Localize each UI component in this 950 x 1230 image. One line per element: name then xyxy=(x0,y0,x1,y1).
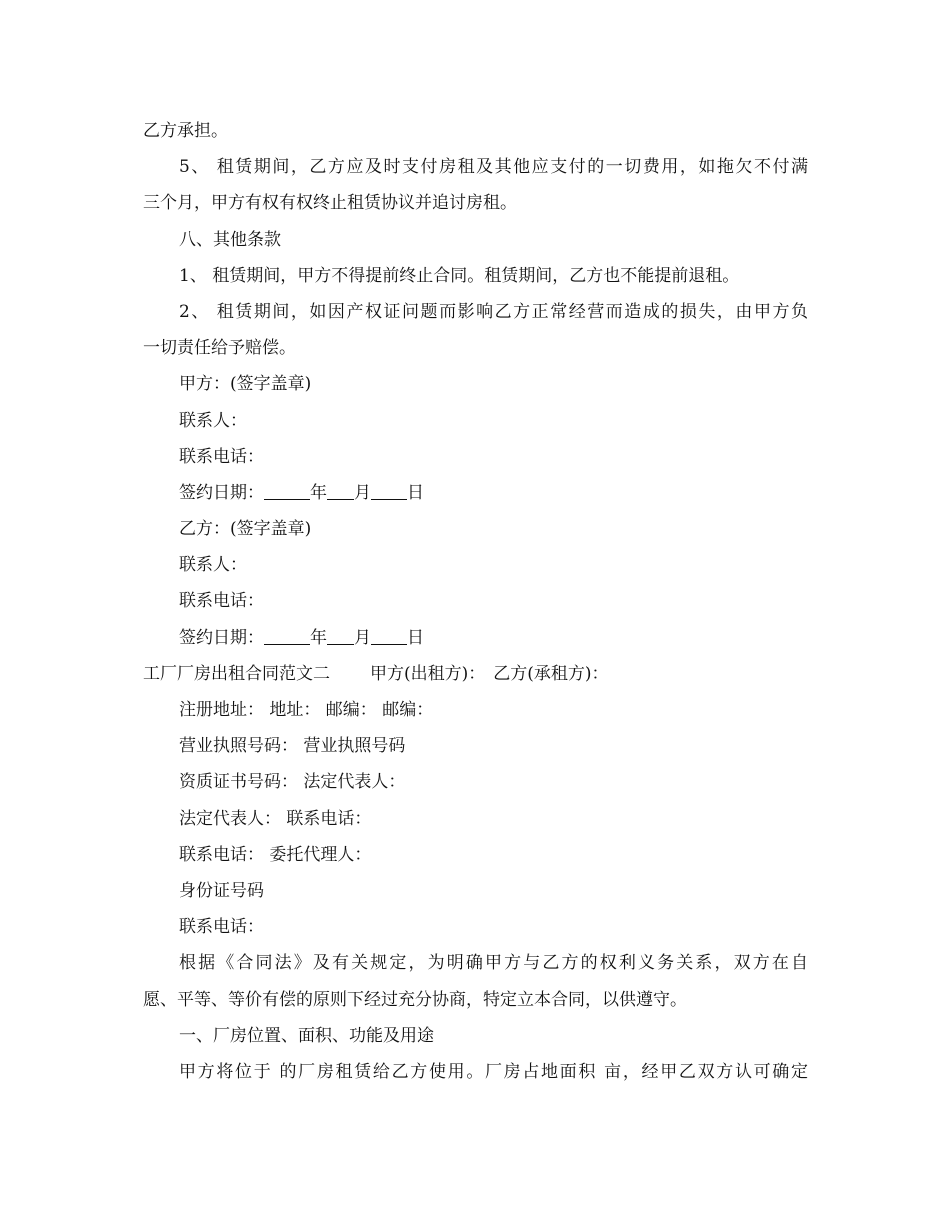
contract2-header xyxy=(143,656,808,692)
id-number-line: 身份证号码 xyxy=(179,880,264,901)
month-blank xyxy=(327,481,354,500)
paragraph-line: 乙方承担。 xyxy=(143,121,228,141)
phone-agent-line: 联系电话： 委托代理人： xyxy=(179,844,372,865)
paragraph-line: 三个月，甲方有权有权终止租赁协议并追讨房租。 xyxy=(143,193,517,214)
month-blank xyxy=(327,626,354,645)
paragraph-line: 一切责任给予赔偿。 xyxy=(143,338,296,359)
paragraph-line: 愿、平等、等价有偿的原则下经过充分协商，特定立本合同，以供遵守。 xyxy=(143,989,687,1010)
sign-date-label: 签约日期： xyxy=(179,482,264,503)
business-license-line: 营业执照号码： 营业执照号码 xyxy=(179,736,406,757)
legal-rep-line: 法定代表人： 联系电话： xyxy=(179,808,372,829)
year-label: 年 xyxy=(310,627,327,648)
year-label: 年 xyxy=(310,482,327,503)
contract2-party-a: 甲方(出租方)： xyxy=(370,663,486,684)
sign-date-label: 签约日期： xyxy=(179,627,264,648)
month-label: 月 xyxy=(354,482,371,503)
party-a-contact: 联系人： xyxy=(179,410,247,431)
section-heading: 八、其他条款 xyxy=(179,229,281,250)
month-label: 月 xyxy=(354,627,371,648)
day-label: 日 xyxy=(407,482,424,503)
registered-address-line: 注册地址： 地址： 邮编： 邮编： xyxy=(179,700,434,720)
party-b-phone: 联系电话： xyxy=(179,591,264,612)
party-b-contact: 联系人： xyxy=(179,555,247,576)
contract2-party-b: 乙方(承租方)： xyxy=(493,663,609,684)
paragraph-line: 5、 租赁期间，乙方应及时支付房租及其他应支付的一切费用，如拖欠不付满 xyxy=(179,157,808,178)
section-heading: 一、厂房位置、面积、功能及用途 xyxy=(179,1025,434,1046)
day-label: 日 xyxy=(407,627,424,648)
document-body xyxy=(143,113,808,1090)
paragraph-line: 2、 租赁期间，如因产权证问题而影响乙方正常经营而造成的损失，由甲方负 xyxy=(179,301,808,322)
year-blank xyxy=(264,481,310,500)
contract2-title: 工厂厂房出租合同范文二 xyxy=(143,663,330,684)
day-blank xyxy=(371,626,407,645)
day-blank xyxy=(371,481,407,500)
party-b-signature: 乙方：(签字盖章) xyxy=(179,519,312,540)
qualification-cert-line: 资质证书号码： 法定代表人： xyxy=(179,772,406,793)
paragraph-line: 甲方将位于 的厂房租赁给乙方使用。厂房占地面积 亩，经甲乙双方认可确定 xyxy=(179,1061,808,1082)
party-b-sign-date xyxy=(143,620,808,656)
party-a-sign-date xyxy=(143,475,808,511)
paragraph-line: 1、 租赁期间，甲方不得提前终止合同。租赁期间，乙方也不能提前退租。 xyxy=(179,265,740,286)
phone-line: 联系电话： xyxy=(179,917,264,938)
party-a-phone: 联系电话： xyxy=(179,446,264,467)
party-a-signature: 甲方：(签字盖章) xyxy=(179,374,312,395)
paragraph-line: 根据《合同法》及有关规定，为明确甲方与乙方的权利义务关系，双方在自 xyxy=(179,953,808,974)
year-blank xyxy=(264,626,310,645)
